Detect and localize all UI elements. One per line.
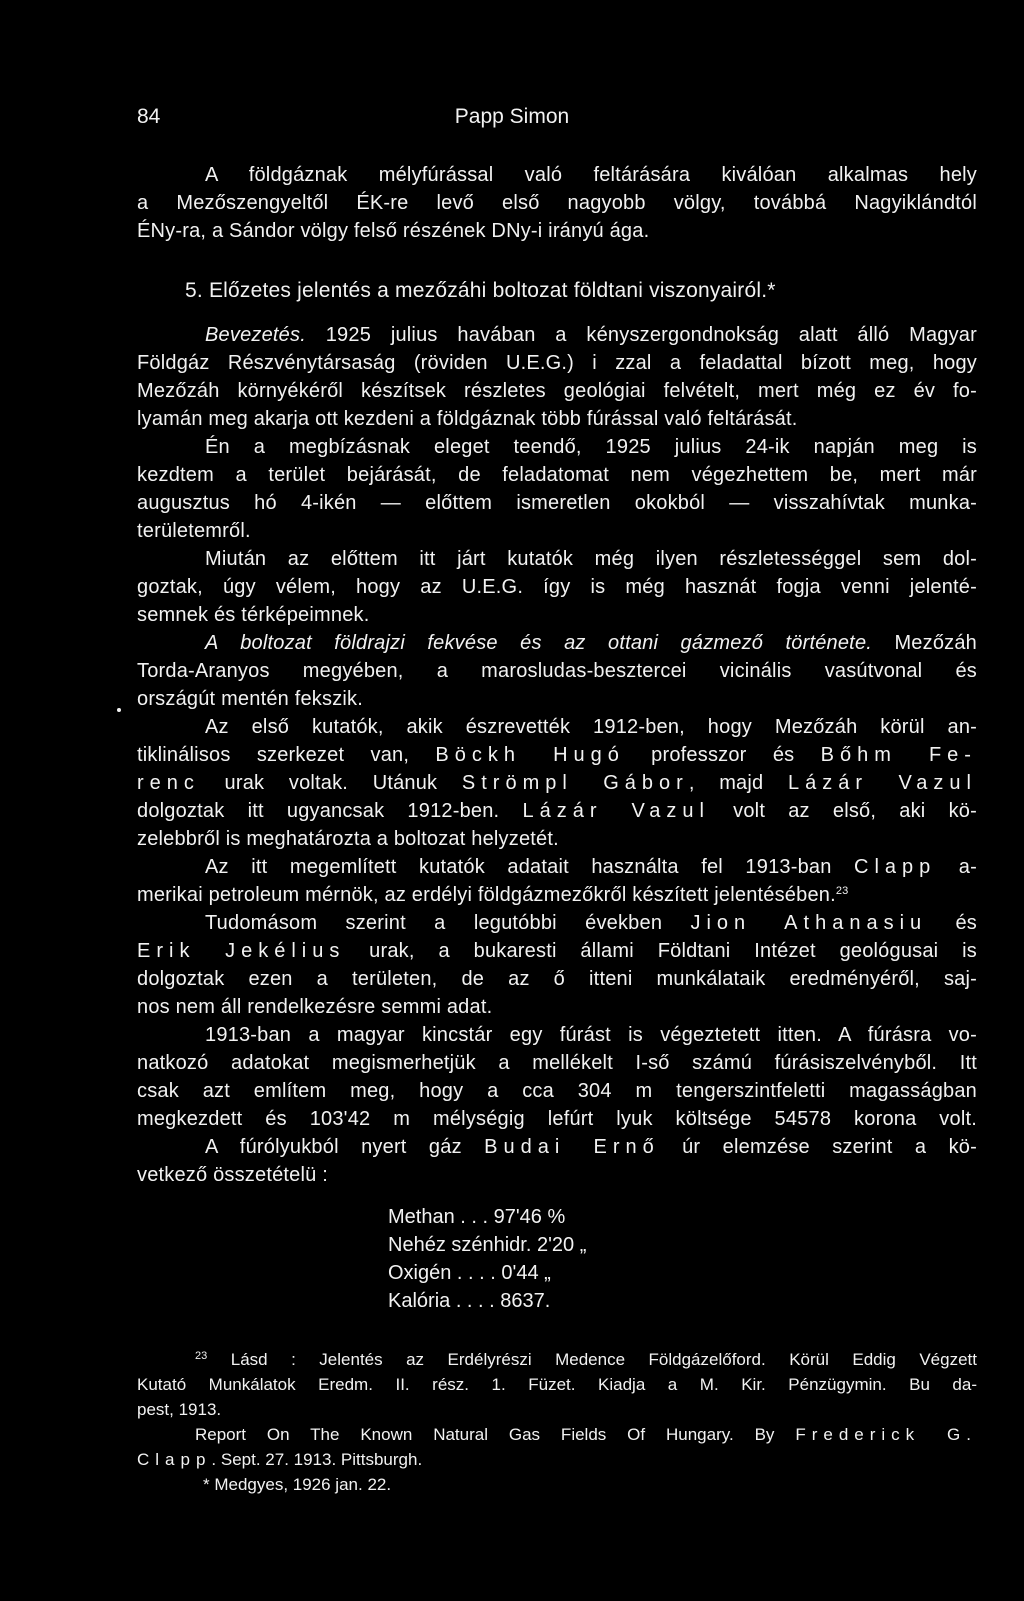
paragraph-line: semnek és térképeimnek. <box>137 604 370 626</box>
person-name: renc <box>137 772 200 794</box>
paragraph-line: zelebbről is meghatározta a boltozat helyzetét. <box>137 828 559 850</box>
person-name: Erik Jekélius <box>137 940 346 962</box>
paragraph-line: Az első kutatók, akik észrevették 1912-ben, hogy Mezőzáh körül an- <box>205 716 977 738</box>
paragraph-line: dolgoztak itt ugyancsak 1912-ben. Lázár Vazul volt az első, aki kö- <box>137 800 977 822</box>
paragraph-line: Erik Jekélius urak, a bukaresti állami Földtani Intézet geológusai is <box>137 940 977 962</box>
paragraph-line: Én a megbízásnak eleget teendő, 1925 julius 24-ik napján meg is <box>205 436 977 458</box>
intro-line: ÉNy-ra, a Sándor völgy felső részének DNy-i irányú ága. <box>137 220 650 242</box>
paragraph-line: területemről. <box>137 520 251 542</box>
paragraph-line: augusztus hó 4-ikén — előttem ismeretlen okokból — visszahívtak munka- <box>137 492 977 514</box>
person-name: Clapp <box>854 856 937 878</box>
paragraph-line: Miután az előttem itt járt kutatók még ilyen részletességgel sem dol- <box>205 548 977 570</box>
paragraph-line: Az itt megemlített kutatók adatait használta fel 1913-ban Clapp a- <box>205 856 977 878</box>
subheading: Bevezetés. <box>205 324 306 346</box>
margin-mark <box>117 708 121 712</box>
footnote-line: $^{23}$ Lásd : Jelentés az Erdélyrészi Medence Földgázelőford. Körül Eddig Végzett <box>195 1350 977 1369</box>
subheading: A boltozat földrajzi fekvése és az ottani gázmező története. <box>205 632 873 654</box>
gas-analysis-row: Oxigén . . . . 0'44 „ <box>388 1262 551 1284</box>
paragraph-line: merikai petroleum mérnök, az erdélyi földgázmezőkről készített jelentésében.$^{23}$ <box>137 884 849 906</box>
intro-line: A földgáznak mélyfúrással való feltárására kiválóan alkalmas hely <box>205 164 977 186</box>
person-name: Böckh Hugó <box>435 744 625 766</box>
running-title: Papp Simon <box>454 105 570 128</box>
person-name: Lázár Vazul <box>522 800 710 822</box>
footnote-mark: 23 <box>195 1350 208 1362</box>
paragraph-line: tiklinálisos szerkezet van, Böckh Hugó professzor és Bőhm Fe- <box>137 744 977 766</box>
gas-analysis-row: Kalória . . . . 8637. <box>388 1290 551 1312</box>
person-name: Bőhm Fe- <box>820 744 977 766</box>
paragraph-line: országút mentén fekszik. <box>137 688 364 710</box>
person-name: Budai Ernő <box>484 1136 660 1158</box>
paragraph-line: Földgáz Részvénytársaság (röviden U.E.G.) i zzal a feladattal bízott meg, hogy <box>137 352 977 374</box>
footnote-reference: 23 <box>835 885 849 897</box>
paragraph-line: kezdtem a terület bejárását, de feladatomat nem végezhettem be, mert már <box>137 464 977 486</box>
paragraph-line: csak azt említem meg, hogy a cca 304 m tengerszintfeletti magasságban <box>137 1080 977 1102</box>
gas-analysis-row: Nehéz szénhidr. 2'20 „ <box>388 1234 587 1256</box>
gas-analysis-row: Methan . . . 97'46 % <box>388 1206 566 1228</box>
paragraph-line: renc urak voltak. Utánuk Strömpl Gábor, majd Lázár Vazul <box>137 772 977 794</box>
paragraph-line: dolgoztak ezen a területen, de az ő itteni munkálataik eredményéről, saj- <box>137 968 977 990</box>
paragraph-line: goztak, úgy vélem, hogy az U.E.G. így is még hasznát fogja venni jelenté- <box>137 576 977 598</box>
footnote-line: Clapp. Sept. 27. 1913. Pittsburgh. <box>137 1450 423 1469</box>
person-name: Lázár Vazul <box>787 772 977 794</box>
intro-line: a Mezőszengyeltől ÉK-re levő első nagyobb völgy, továbbá Nagyiklándtól <box>137 192 977 214</box>
paragraph-line: lyamán meg akarja ott kezdeni a földgáznak több fúrással való feltárását. <box>137 408 798 430</box>
footnote-line: * Medgyes, 1926 jan. 22. <box>203 1475 392 1494</box>
paragraph-line: Tudomásom szerint a legutóbbi években Jion Athanasiu és <box>205 912 977 934</box>
footnote-line: Kutató Munkálatok Eredm. II. rész. 1. Füzet. Kiadja a M. Kir. Pénzügymin. Bu da- <box>137 1375 977 1394</box>
paragraph-line: natkozó adatokat megismerhetjük a mellékelt I-ső számú fúrásiszelvényből. Itt <box>137 1052 977 1074</box>
person-name: Clapp <box>137 1450 212 1469</box>
paragraph-line: megkezdett és 103'42 m mélységig lefúrt lyuk költsége 54578 korona volt. <box>137 1108 977 1130</box>
person-name: Jion Athanasiu <box>690 912 928 934</box>
page-number: 84 <box>137 105 161 128</box>
paragraph-line: 1913-ban a magyar kincstár egy fúrást is végeztetett itten. A fúrásra vo- <box>205 1024 977 1046</box>
paragraph-line: Bevezetés. 1925 julius havában a kényszergondnokság alatt álló Magyar <box>205 324 977 346</box>
paragraph-line: Torda-Aranyos megyében, a marosludas-besztercei vicinális vasútvonal és <box>137 660 977 682</box>
person-name: Strömpl Gábor <box>461 772 689 794</box>
paragraph-line: Mezőzáh környékéről készítsek részletes geológiai felvételt, mert még ez év fo- <box>137 380 977 402</box>
person-name: Frederick G. <box>795 1425 977 1444</box>
section-heading: 5. Előzetes jelentés a mezőzáhi boltozat földtani viszonyairól.* <box>185 279 776 302</box>
paragraph-line: A boltozat földrajzi fekvése és az ottani gázmező története. Mezőzáh <box>205 632 977 654</box>
footnote-line: Report On The Known Natural Gas Fields Of Hungary. By Frederick G. <box>195 1425 977 1444</box>
footnote-line: pest, 1913. <box>137 1400 222 1419</box>
paragraph-line: nos nem áll rendelkezésre semmi adat. <box>137 996 493 1018</box>
paragraph-line: A fúrólyukból nyert gáz Budai Ernő úr elemzése szerint a kö- <box>205 1136 977 1158</box>
paragraph-line: vetkező összetételü : <box>137 1164 328 1186</box>
